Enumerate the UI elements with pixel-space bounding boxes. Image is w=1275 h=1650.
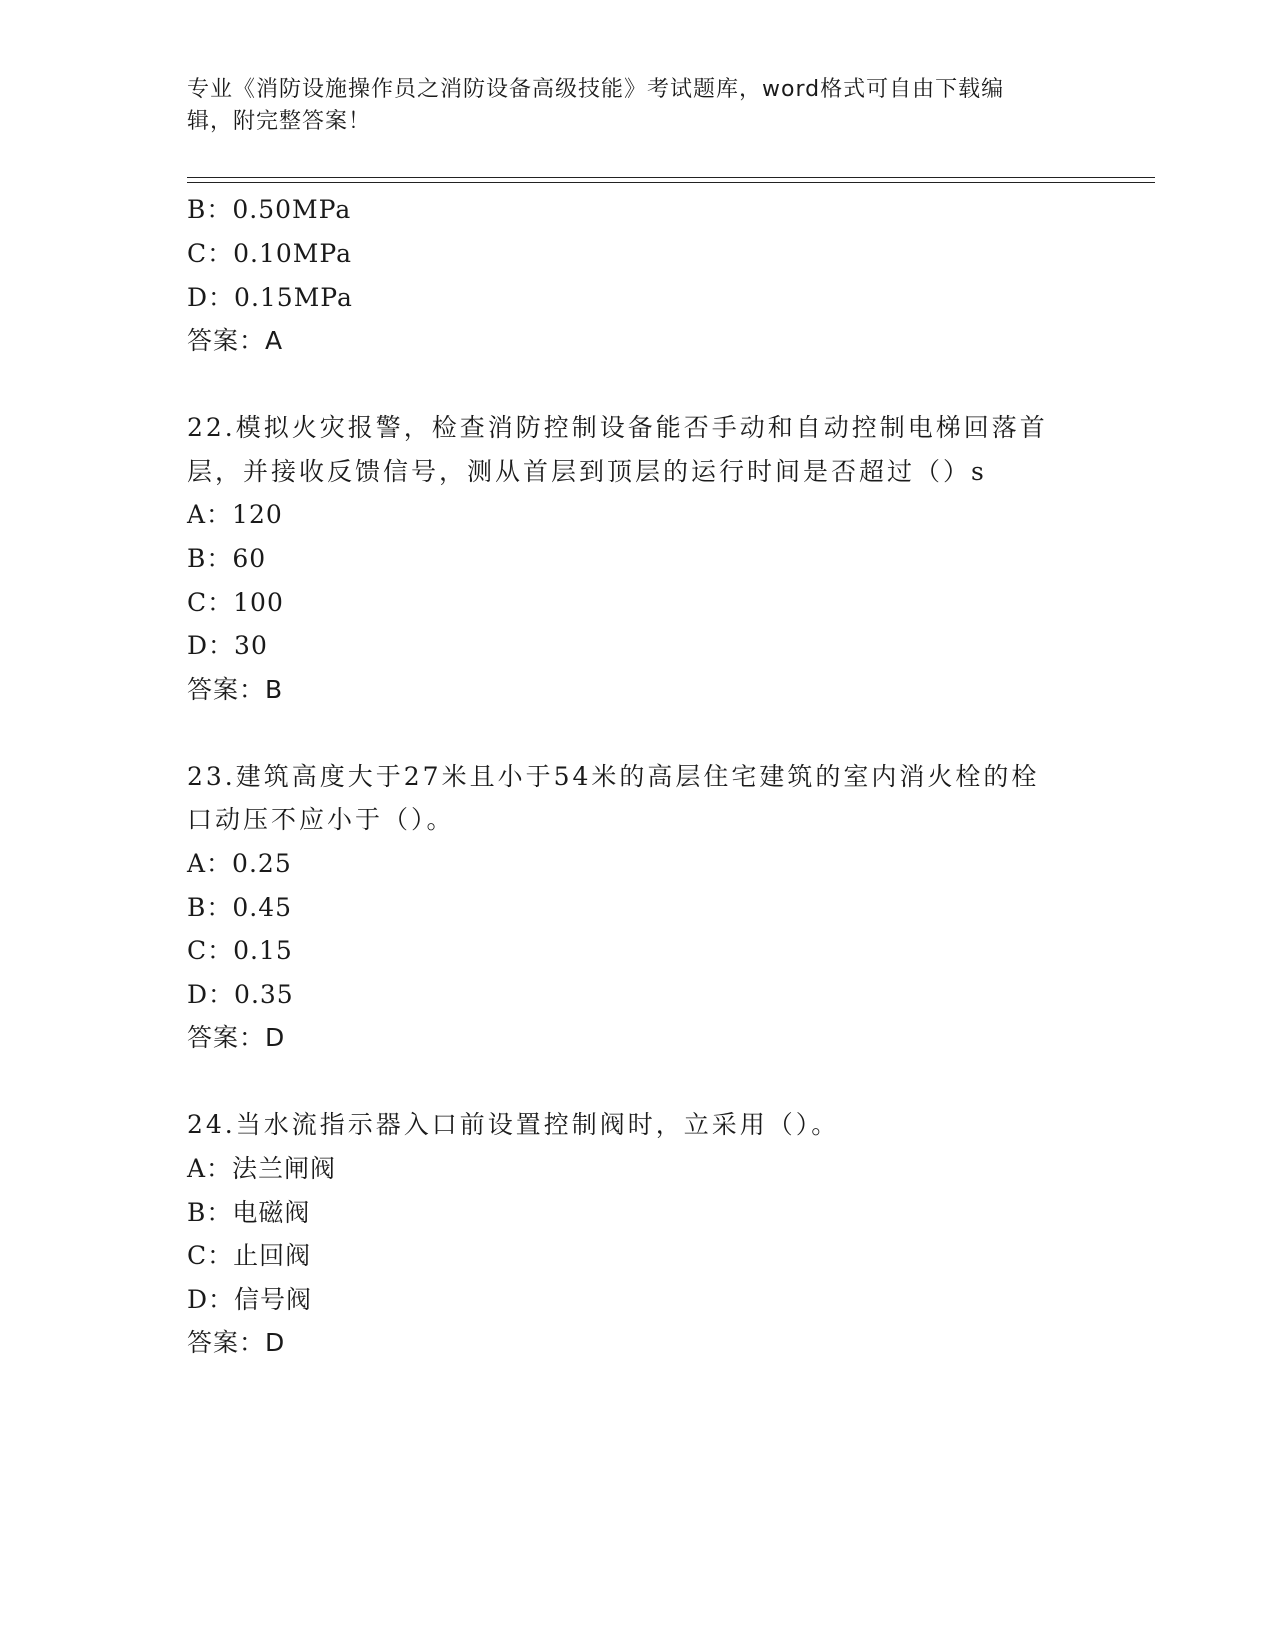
q22-option-a: A：120 [187,500,283,529]
q22-stem-line-2: 层，并接收反馈信号，测从首层到顶层的运行时间是否超过（）s [187,457,987,486]
q22-option-c: C：100 [187,588,284,617]
q21-option-d: D：0.15MPa [187,283,353,312]
header-line-1: 专业《消防设施操作员之消防设备高级技能》考试题库，word格式可自由下载编 [187,77,1005,102]
q22-answer: 答案：B [187,675,284,704]
q24-option-b: B：电磁阀 [187,1198,311,1227]
q21-answer: 答案：A [187,326,284,355]
q21-option-b: B：0.50MPa [187,195,352,224]
q22-stem-line-1: 22.模拟火灾报警，检查消防控制设备能否手动和自动控制电梯回落首 [187,413,1048,442]
header-divider-top [187,177,1155,178]
q23-option-a: A：0.25 [187,849,292,878]
q23-answer: 答案：D [187,1023,286,1052]
q23-stem-line-2: 口动压不应小于（）。 [187,805,455,834]
header-divider-bottom [187,182,1155,183]
q24-stem-line-1: 24.当水流指示器入口前设置控制阀时，立采用（）。 [187,1110,840,1139]
q22-option-b: B：60 [187,544,267,573]
q23-stem-line-1: 23.建筑高度大于27米且小于54米的高层住宅建筑的室内消火栓的栓 [187,762,1040,791]
q24-answer: 答案：D [187,1328,286,1357]
q22-option-d: D：30 [187,631,268,660]
q21-option-c: C：0.10MPa [187,239,352,268]
q23-option-c: C：0.15 [187,936,293,965]
q24-option-c: C：止回阀 [187,1241,312,1270]
header-line-2: 辑，附完整答案！ [187,109,372,134]
q23-option-b: B：0.45 [187,893,293,922]
q24-option-a: A：法兰闸阀 [187,1154,337,1183]
q24-option-d: D：信号阀 [187,1285,313,1314]
q23-option-d: D：0.35 [187,980,294,1009]
document-header [187,74,1087,138]
